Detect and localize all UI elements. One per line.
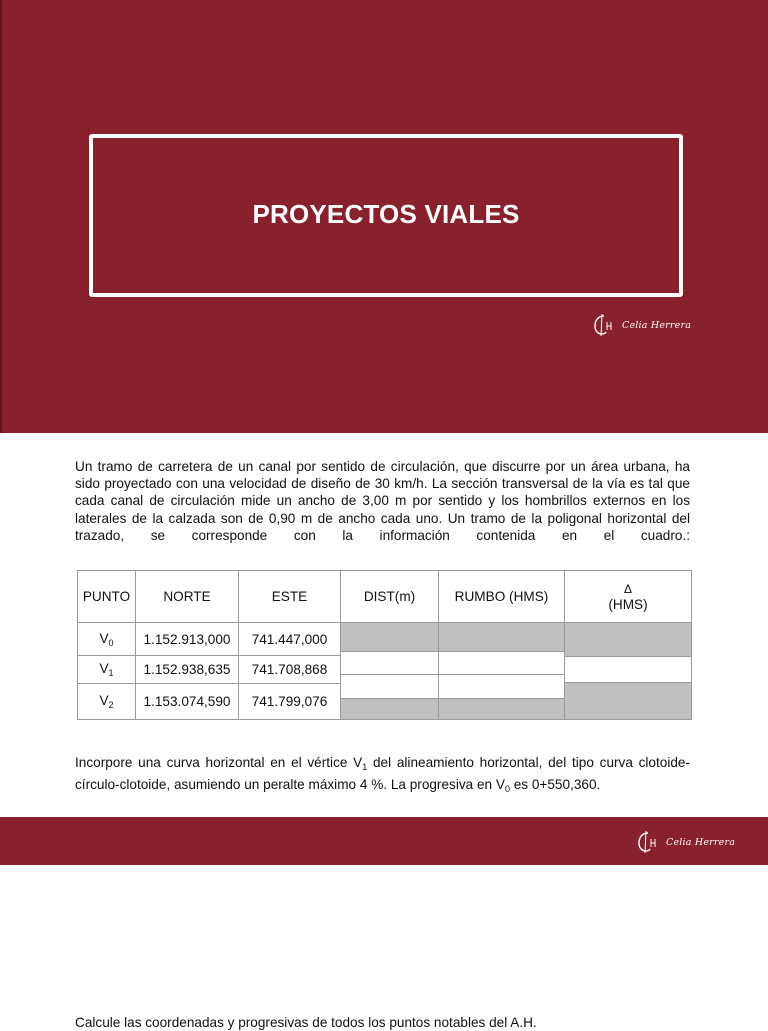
cell-norte: 1.152.938,635 <box>136 656 239 684</box>
cell-punto: $V_2$ <box>78 684 136 720</box>
ch-monogram-logo-icon <box>636 830 658 854</box>
header-delta <box>565 571 692 623</box>
task-paragraph: Calcule las coordenadas y progresivas de todos los puntos notables del A.H. <box>75 1015 537 1030</box>
dist-column-cells <box>341 623 439 720</box>
table-row <box>78 623 692 656</box>
header-punto: PUNTO <box>78 571 136 623</box>
cell-este: 741.447,000 <box>239 623 341 656</box>
header-dist: DIST(m) <box>341 571 439 623</box>
instruction-paragraph: Incorpore una curva horizontal en el vértice $V_1$ del alineamiento horizontal, del tipo curva clotoide-círculo-clotoide, asumiendo un peralte máximo 4 %. La progresiva en $V_0$ es 0+550,360. <box>75 755 690 795</box>
cell-norte: 1.153.074,590 <box>136 684 239 720</box>
brand-name: Celia Herrera <box>622 319 692 331</box>
cell-punto: $V_0$ <box>78 623 136 656</box>
document-title: PROYECTOS VIALES <box>252 199 520 229</box>
header-este: ESTE <box>239 571 341 623</box>
polygon-data-table <box>77 570 692 720</box>
ch-monogram-logo-icon <box>592 313 614 337</box>
title-frame <box>89 134 683 297</box>
table-header-row <box>78 571 692 623</box>
cover-page <box>0 0 768 433</box>
cell-norte: 1.152.913,000 <box>136 623 239 656</box>
header-norte: NORTE <box>136 571 239 623</box>
brand-name: Celia Herrera <box>666 836 736 848</box>
delta-symbol: Δ <box>623 581 632 596</box>
intro-paragraph: Un tramo de carretera de un canal por sentido de circulación, que discurre por un área urbana, ha sido proyectado con una velocidad de diseño de 30 km/h. La sección transversal de la vía es tal que cada canal de circulación mide un ancho de 3,00 m por sentido y los hombrillos externos en los laterales de la calzada son de 0,90 m de ancho cada uno. Un tramo de la poligonal horizontal del trazado, se corresponde con la información contenida en el cuadro.: <box>75 459 690 543</box>
delta-column-cells <box>565 623 692 720</box>
header-rumbo: RUMBO (HMS) <box>439 571 565 623</box>
cell-punto: $V_1$ <box>78 656 136 684</box>
cell-este: 741.708,868 <box>239 656 341 684</box>
rumbo-column-cells <box>439 623 565 720</box>
footer-brand-signature <box>636 830 735 854</box>
brand-signature <box>592 313 691 337</box>
cell-este: 741.799,076 <box>239 684 341 720</box>
delta-unit: (HMS) <box>608 596 648 612</box>
